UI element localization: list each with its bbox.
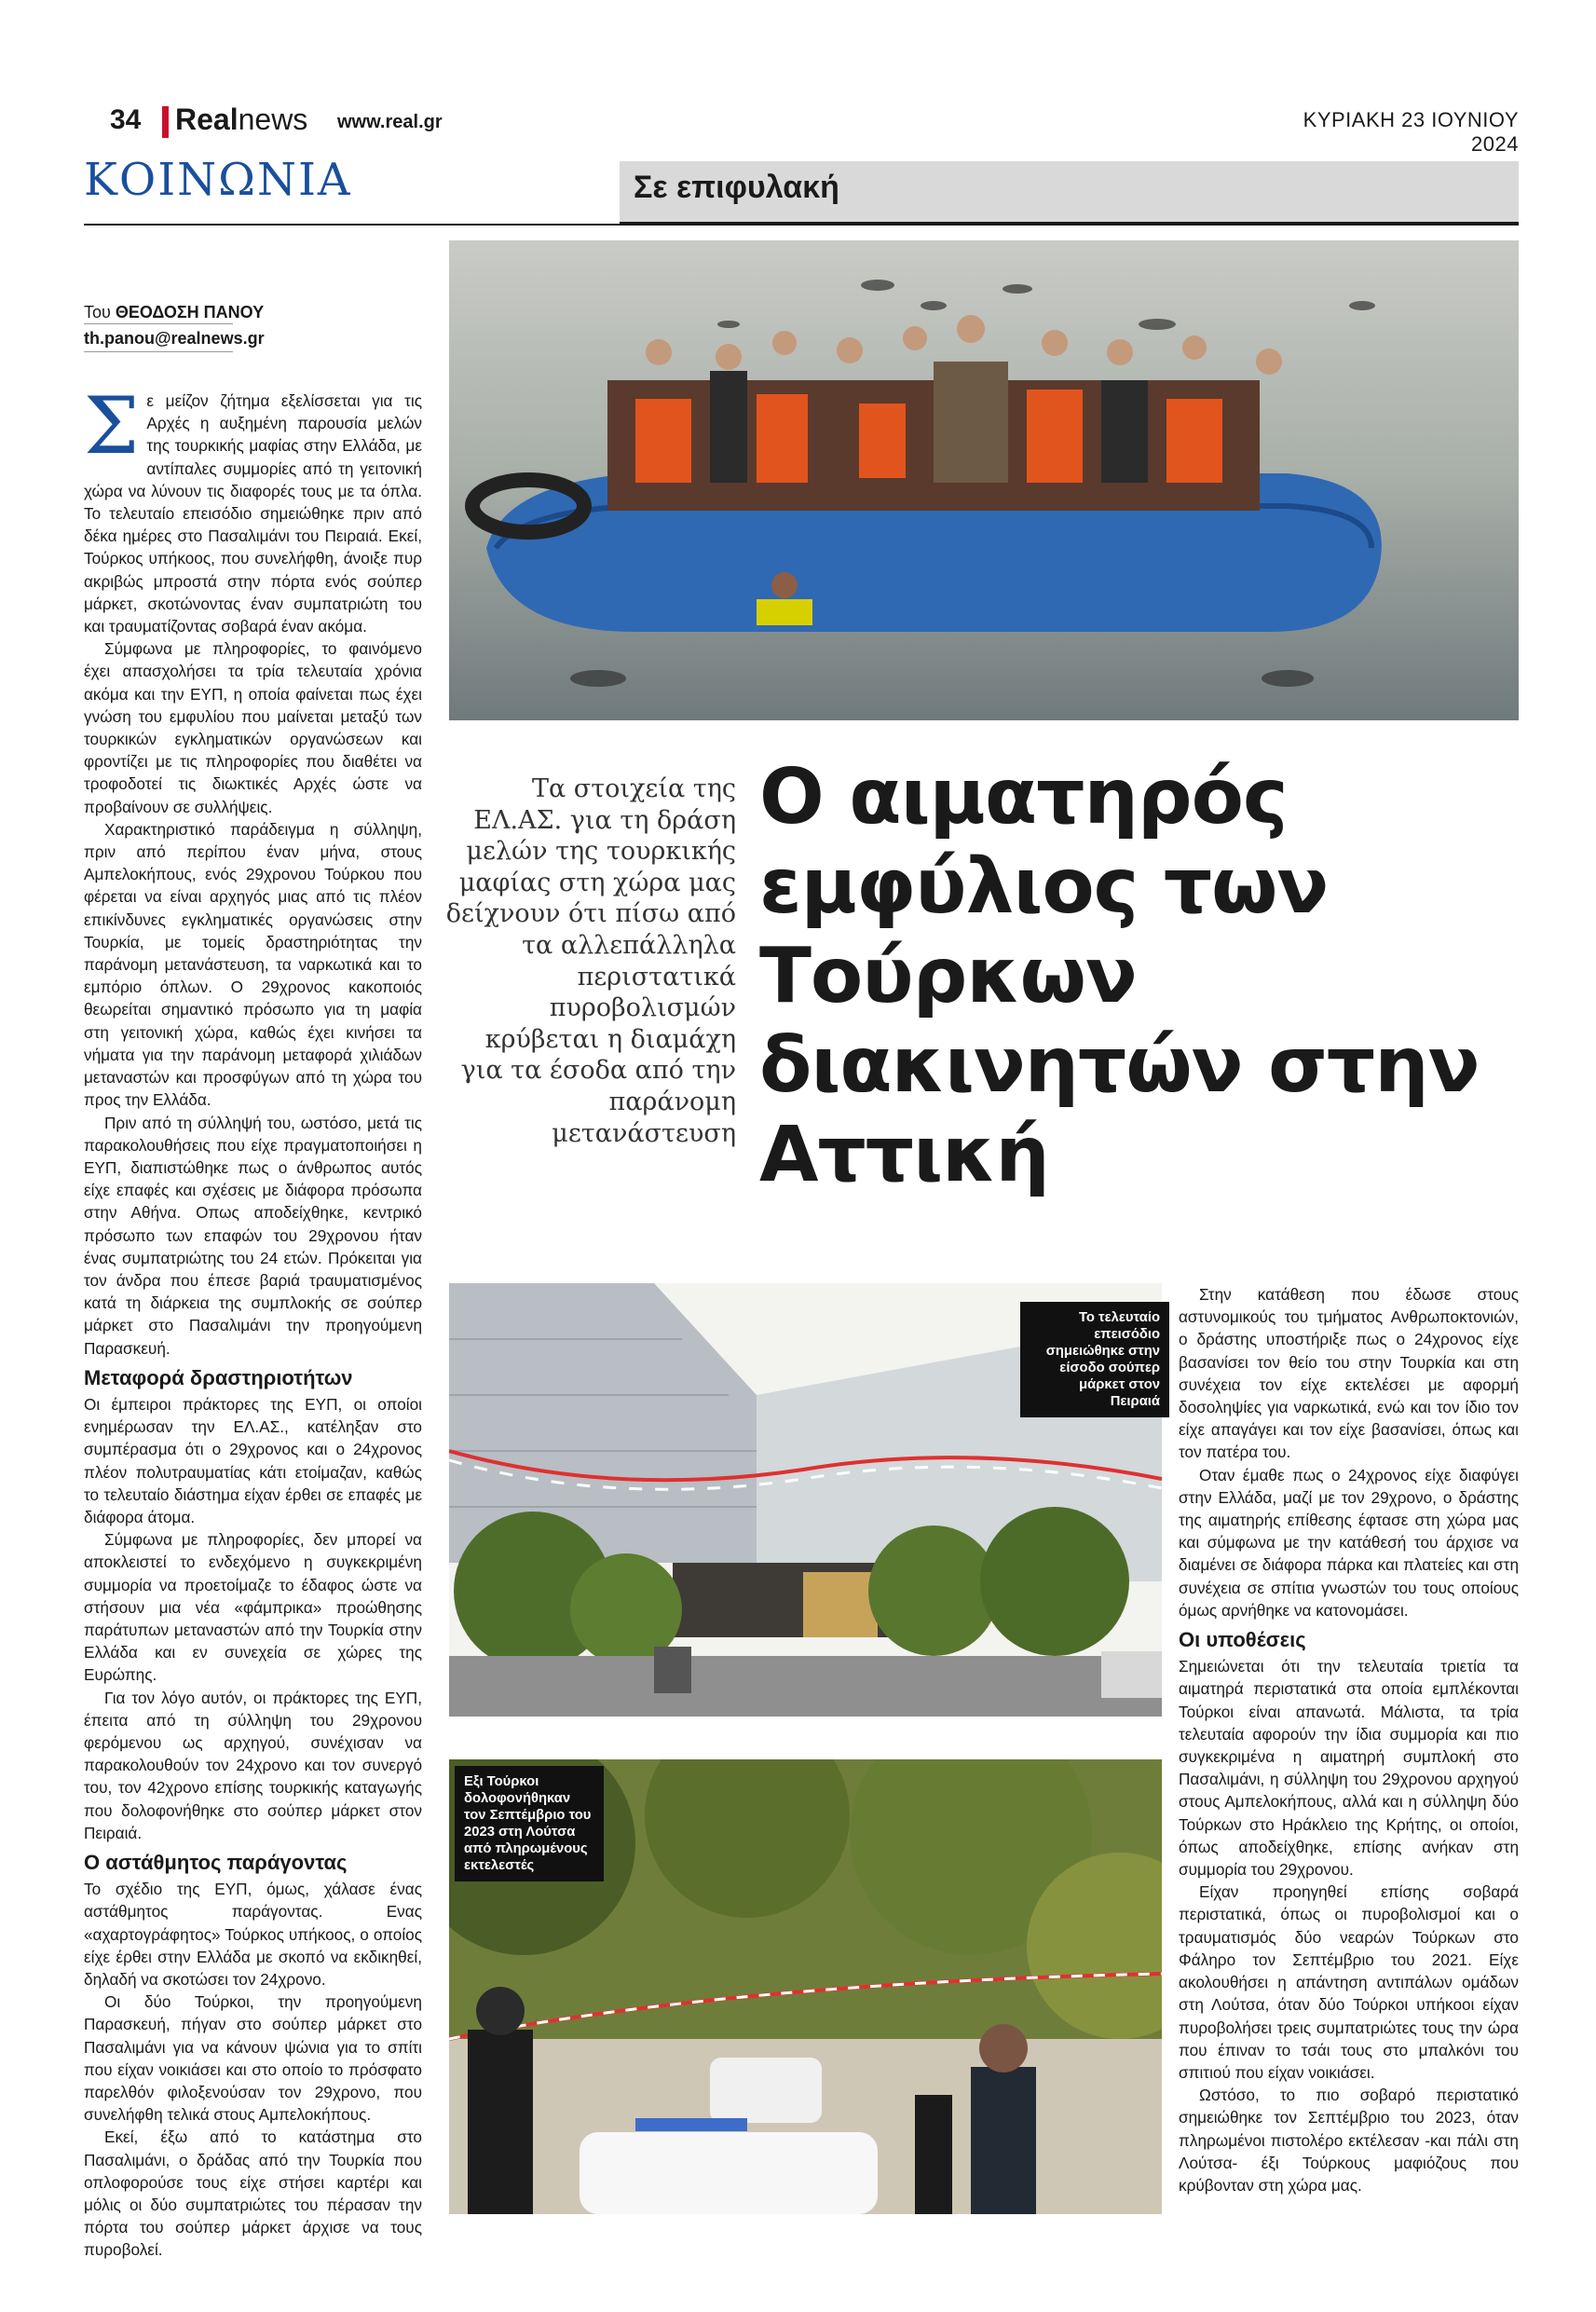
article-paragraph: Για τον λόγο αυτόν, οι πράκτορες της ΕΥΠ, έπειτα από τη σύλληψη του 29χρονου φερόμενου ως αρχηγού, συνέχισαν να παρακολουθούν τον 24χρονο και τον συνεργό του, τον 42χρονο επίσης τουρκικής καταγωγής που δολοφονήθηκε στο σούπερ μάρκετ στον Πειραιά. <box>84 1688 422 1842</box>
article-paragraph: Οι δύο Τούρκοι, την προηγούμενη Παρασκευή, πήγαν στο σούπερ μάρκετ στο Πασαλιμάνι για να κάνουν ψώνια για το σπίτι που είχαν νοικιάσει και στο οποίο το πρόσφατο παρελθόν φιλοξενούσαν τον 29χρονο, που συνελήφθη τελικά στους Αμπελοκήπους. <box>84 1992 422 2125</box>
topic-band-label: Σε επιφυλακή <box>634 170 839 205</box>
section-title: ΚΟΙΝΩΝΙΑ <box>84 154 352 206</box>
article-paragraph: Ωστόσο, το πιο σοβαρό περιστατικό σημειώθηκε τον Σεπτέμβριο του 2023, όταν πληρωμένοι πιστολέρο εκτέλεσαν -και πάλι στη Λούτσα- έξι Τούρκους μαφιόζους που κρύβονταν στη χώρα μας. <box>1179 2086 1519 2195</box>
article-paragraph: Είχαν προηγηθεί επίσης σοβαρά περιστατικά, όπως οι πυροβολισμοί και ο τραυματισμός δύο νεαρών Τούρκων στο Φάληρο τον Σεπτέμβριο του 2021. Είχε ακολουθήσει η απάντηση αντιπάλων ομάδων στη Λούτσα, όταν δύο Τούρκοι υπήκοοι είχαν πυροβολήσει τρεις συμπατριώτες τους την ώρα που έπιναν το τσάι τους στο μπαλκόνι του σπιτιού που είχαν νοικιάσει. <box>1179 1882 1519 2082</box>
article-column-3 <box>1179 1283 1519 2196</box>
article-paragraph <box>84 380 422 637</box>
issue-date: ΚΥΡΙΑΚΗ 23 ΙΟΥΝΙΟΥ 2024 <box>1303 108 1519 156</box>
article-paragraph: Σύμφωνα με πληροφορίες, το φαινόμενο έχει απασχολήσει τα τρία τελευταία χρόνια ακόμα και την ΕΥΠ, η οποία φαίνεται πως έχει γνώση του εμφυλίου που μαίνεται μεταξύ των τουρκικών εγκληματικών οργανώσεων και φροντίζει με τις πληροφορίες που διαθέτει να τροφοδοτεί τις διωκτικές Αρχές ώστε να προβαίνουν σε συλλήψεις. <box>84 639 422 816</box>
article-paragraph: Οταν έμαθε πως ο 24χρονος είχε διαφύγει στην Ελλάδα, μαζί με τον 29χρονο, ο δράστης της αιματηρής επίθεσης έφτασε στη χώρα μας και σύμφωνα με την κατάθεσή του άρχισε να διαμένει σε διάφορα πάρκα και πλατείες και στη συνέχεια σε σπίτια γνωστών του τους οποίους όμως αρνήθηκε να κατονομάσει. <box>1179 1465 1519 1620</box>
section-rule <box>84 224 620 226</box>
deck-text: Τα στοιχεία της ΕΛ.ΑΣ. για τη δράση μελών της τουρκικής μαφίας στη χώρα μας δείχνουν ότι πίσω από τα αλλεπάλληλα περιστατικά πυροβολισμών κρύβεται η διαμάχη για τα έσοδα από την παράνομη μετανάστευση <box>445 774 736 1148</box>
article-paragraph: Το σχέδιο της ΕΥΠ, όμως, χάλασε ένας αστάθμητος παράγοντας. Ενας «αχαρτογράφητος» Τούρκος υπήκοος, ο οποίος είχε έρθει στην Ελλάδα με σκοπό να εκδικηθεί, δηλαδή να σκοτώσει τον 24χρονο. <box>84 1880 422 1990</box>
migrant-boat-image <box>449 240 1519 720</box>
subheading-unexpected: Ο αστάθμητος παράγοντας <box>84 1851 348 1874</box>
paragraph-text: ε μείζον ζήτημα εξελίσσεται για τις Αρχές η αυξημένη παρουσία μελών της τουρκικής μαφίας στην Ελλάδα, με αντίπαλες συμμορίες από τη γειτονική χώρα να λύνουν τις διαφορές τους με τα όπλα. Το τελευταίο επεισόδιο σημειώθηκε πριν από δέκα ημέρες στο Πασαλιμάνι του Πειραιά. Εκεί, Τούρκος υπήκοος, που συνελήφθη, άνοιξε πυρ ακριβώς μπροστά στην πόρτα ενός σούπερ μάρκετ, σκοτώνοντας έναν συμπατριώτη του και τραυματίζοντας σοβαρά έναν ακόμα. <box>84 391 422 636</box>
article-paragraph: Πριν από τη σύλληψή του, ωστόσο, μετά τις παρακολουθήσεις που είχε πραγματοποιήσει η ΕΥΠ, διαπιστώθηκε πως ο άνθρωπος αυτός είχε επαφές και σχέσεις με διάφορα πρόσωπα στην Αθήνα. Οπως αποδείχθηκε, κεντρικό πρόσωπο των επαφών του 29χρονου ήταν ένας συμπατριώτης του 24 ετών. Πρόκειται για τον άνδρα που έπεσε βαριά τραυματισμένος κατά τη διάρκεια της συμπλοκής σε σούπερ μάρκετ στο Πασαλιμάνι την προηγούμενη Παρασκευή. <box>84 1113 422 1358</box>
byline-prefix: Του <box>84 303 111 321</box>
header-divider <box>162 106 169 138</box>
article-paragraph: Εκεί, έξω από το κατάστημα στο Πασαλιμάνι, ο δράδας από την Τουρκία που οπλοφορούσε τους είχε στήσει καρτέρι και μόλις οι δύο συμπατριώτες του πέρασαν την πόρτα του σούπερ μάρκετ άρχισε να τους πυροβολεί. <box>84 2127 422 2260</box>
article-column-1 <box>84 380 422 2262</box>
topic-band-rule <box>620 222 1519 226</box>
byline-rule <box>84 323 233 324</box>
subheading-transport: Μεταφορά δραστηριοτήτων <box>84 1365 353 1389</box>
caption-loutsa: Εξι Τούρκοι δολοφονήθηκαν τον Σεπτέμβριο του 2023 στη Λούτσα από πληρωμένους εκτελεστές <box>455 1766 604 1881</box>
headline: Ο αιματηρός εμφύλιος των Τούρκων διακινητών στην Αττική <box>759 753 1480 1199</box>
article-paragraph: Σύμφωνα με πληροφορίες, δεν μπορεί να αποκλειστεί το ενδεχόμενο η συγκεκριμένη συμμορία να προετοίμαζε το έδαφος ώστε να στήσουν μια νέα «φάμπρικα» προώθησης παράτυπων μεταναστών από την Τουρκία στην Ελλάδα και εν συνεχεία σε χώρες της Ευρώπης. <box>84 1530 422 1685</box>
brand-bold: Real <box>175 103 239 136</box>
subheading-cases: Οι υποθέσεις <box>1179 1628 1306 1652</box>
byline-author: ΘΕΟΔΟΣΗ ΠΑΝΟΥ <box>115 303 265 321</box>
article-paragraph: Χαρακτηριστικό παράδειγμα η σύλληψη, πριν από περίπου έναν μήνα, στους Αμπελοκήπους, ενός 29χρονου Τούρκου που φέρεται να είναι αρχηγός μιας από τις πλέον επικίνδυνες εγκληματικές οργανώσεις στην Τουρκία, με τομείς δραστηριότητας την παράνομη μετανάστευση, τα ναρκωτικά και το εμπόριο όπλων. Ο 29χρονος κακοποιός θεωρείται σημαντικό πρόσωπο για τη μαφία στη γειτονική χώρα, καθώς έχει κινήσει τα νήματα για την παράνομη μεταφορά χιλιάδων μεταναστών και προσφύγων από τη χώρα του προς την Ελλάδα. <box>84 819 422 1110</box>
byline-rule <box>84 351 233 352</box>
drop-cap: Σ <box>84 380 140 472</box>
brand-light: news <box>238 103 308 136</box>
article-paragraph: Οι έμπειροι πράκτορες της ΕΥΠ, οι οποίοι ενημέρωσαν την ΕΛ.ΑΣ., κατέληξαν στο συμπέρασμα ότι ο 29χρονος και ο 24χρονος πλέον πολυτραυματίας κάτι ετοίμαζαν, καθώς το τελευταίο διάστημα είχαν έρθει σε επαφές με διάφορα άτομα. <box>84 1394 422 1526</box>
author-email[interactable]: th.panou@realnews.gr <box>84 329 265 348</box>
photo-migrant-boat <box>449 240 1519 720</box>
article-paragraph: Στην κατάθεση που έδωσε στους αστυνομικούς του τμήματος Ανθρωποκτονιών, ο δράστης υποστήριξε πως ο 24χρονος είχε βασανίσει τον θείο του στην Τουρκία και στη συνέχεια τον είχε εκτελέσει με αφορμή δοσοληψίες για ναρκωτικά, ενώ και τον ίδιο τον είχε απαγάγει και τον είχε βασανίσει, όπως και τον πατέρα του. <box>1179 1285 1519 1462</box>
article-paragraph: Σημειώνεται ότι την τελευταία τριετία τα αιματηρά περιστατικά στα οποία εμπλέκονται Τούρκοι είναι απανωτά. Μάλιστα, τα τρία τελευταία αφορούν την ίδια συμμορία και πιο συγκεκριμένα η αιματηρή συμπλοκή στο Πασαλιμάνι, η σύλληψη του 29χρονου αρχηγού στους Αμπελοκήπους, αλλά και η σύλληψη δύο Τούρκων στο Ηράκλειο της Κρήτης, οι οποίοι, όπως αποδείχθηκε, επίσης ανήκαν στη συμμορία του 29χρονου. <box>1179 1657 1519 1880</box>
page-number: 34 <box>110 104 142 135</box>
caption-supermarket: Το τελευταίο επεισόδιο σημειώθηκε στην είσοδο σούπερ μάρκετ στον Πειραιά <box>1020 1302 1169 1417</box>
brand-url[interactable]: www.real.gr <box>337 112 443 132</box>
brand-logo <box>175 103 307 137</box>
byline <box>84 303 264 322</box>
